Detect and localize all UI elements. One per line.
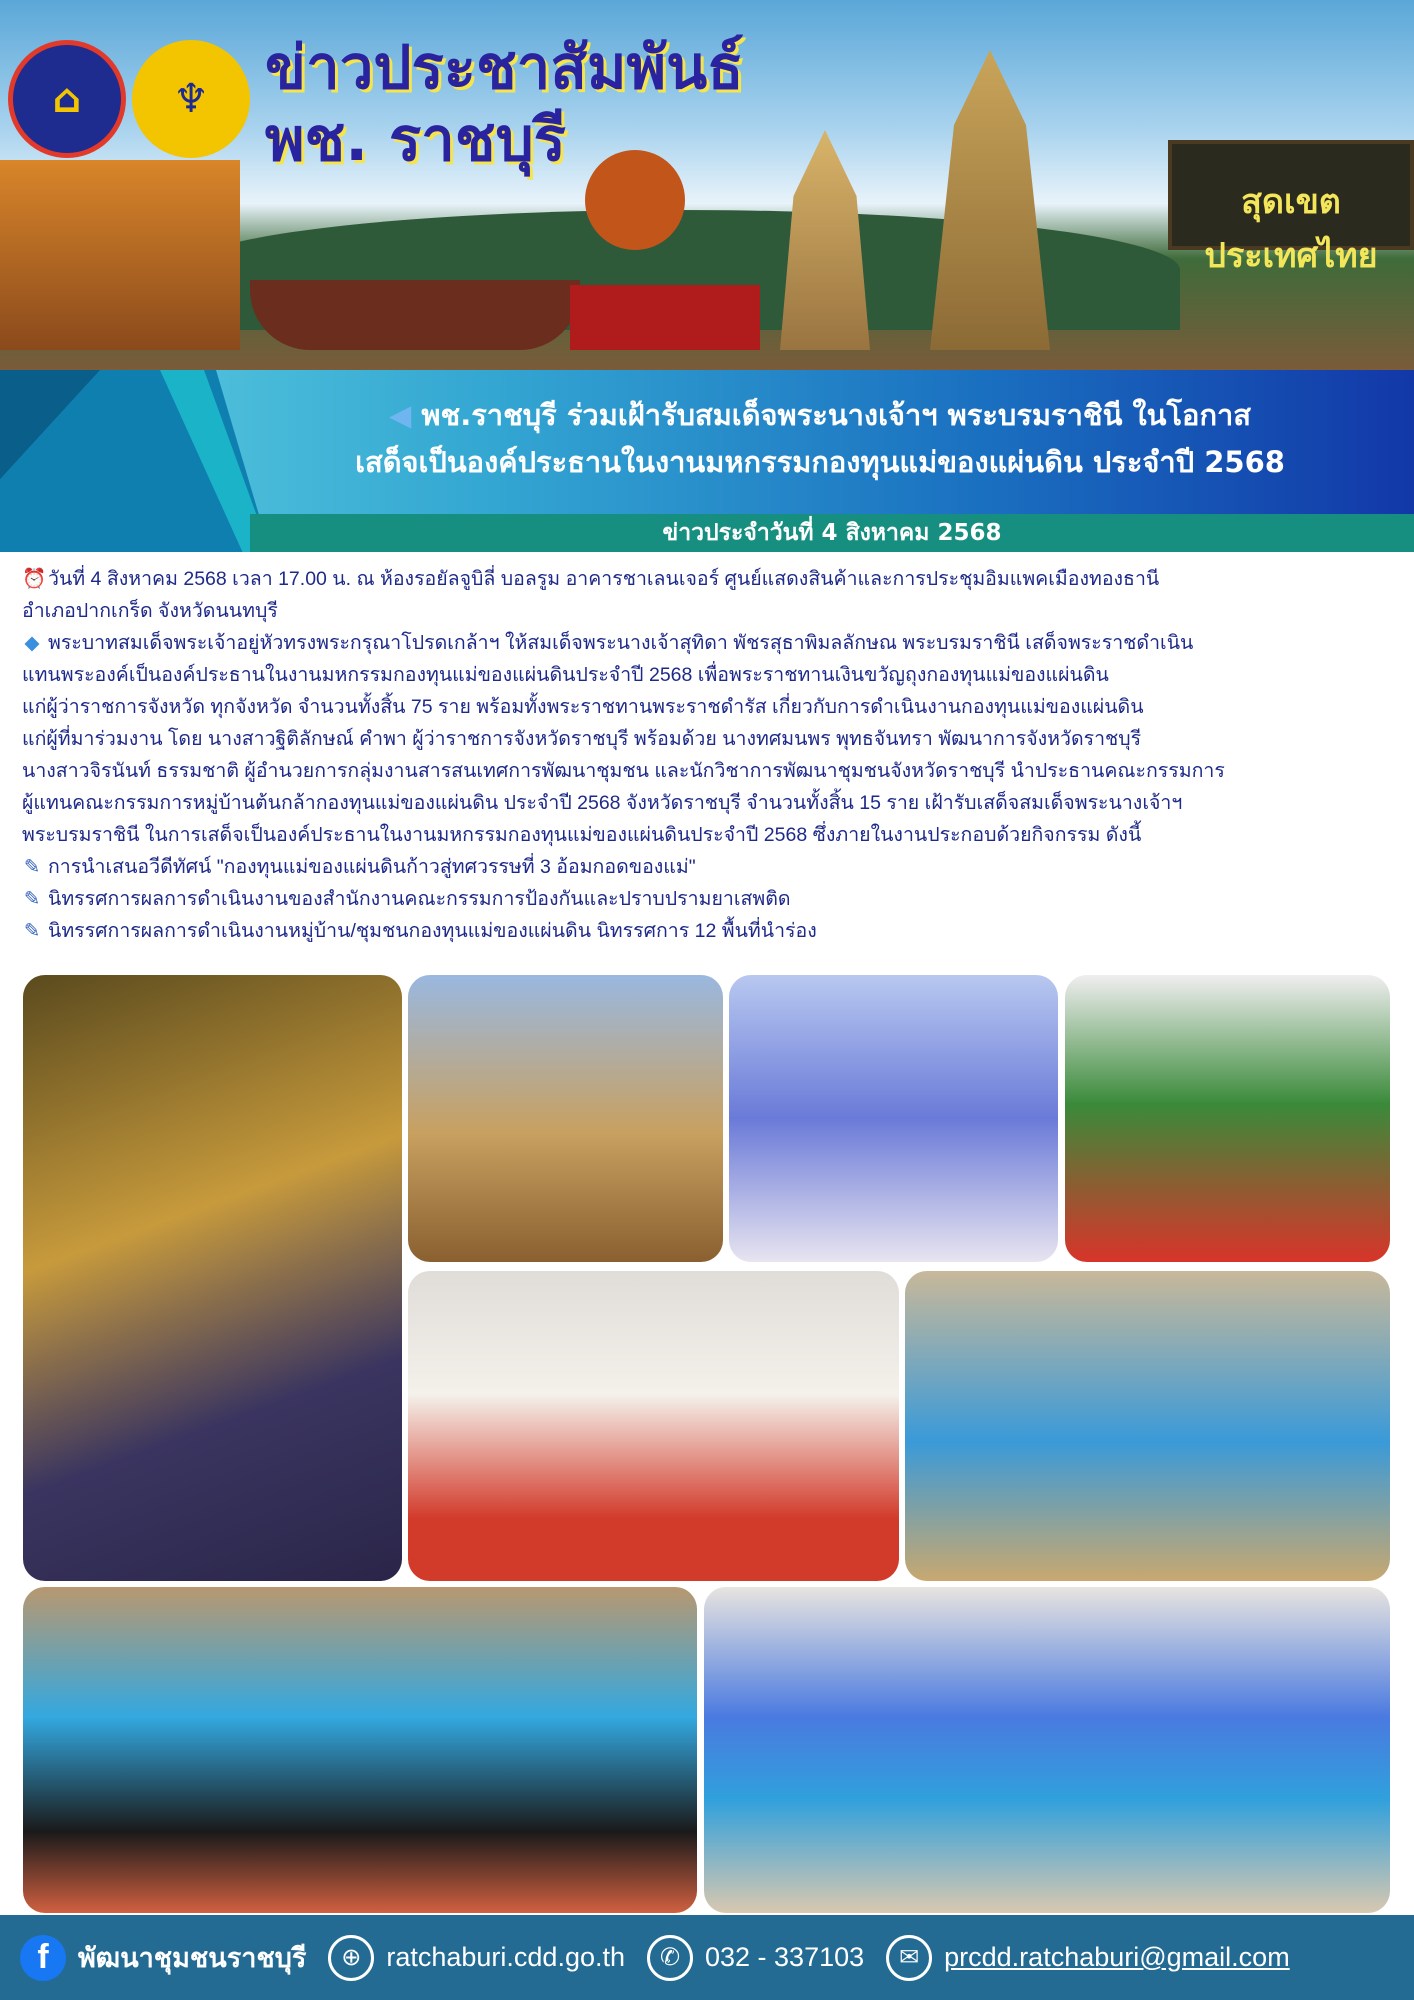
body-text: วันที่ 4 สิงหาคม 2568 เวลา 17.00 น. ณ ห้องรอยัลจูบิลี่ บอลรูม อาคารชาเลนเจอร์ ศูนย์แสดงสินค้าและการประชุมอิมแพคเมืองทองธานี [48,568,1160,590]
banner-subtitle: พช. ราชบุรี [265,105,566,175]
border-sign-image [1168,140,1414,276]
photo-stage-speech [408,975,723,1262]
diamond-icon: ◆ [24,632,40,654]
paintbrush-icon: ✎ [23,856,41,878]
header-banner [0,0,1414,370]
email-text: prcdd.ratchaburi@gmail.com [944,1942,1290,1972]
facebook-icon: f [20,1935,66,1981]
website-text: ratchaburi.cdd.go.th [386,1942,625,1972]
website-link[interactable] [328,1935,625,1981]
footer-contact-bar [0,1915,1414,2000]
photo-exhibition-walk [729,975,1058,1262]
globe-icon: ⊕ [328,1935,374,1981]
megaphone-icon: ◀ [388,398,412,432]
photo-group-portrait-stage [704,1587,1390,1913]
photo-group-hall [905,1271,1390,1581]
train-image [0,160,240,350]
cdd-logo: ⌂ [8,40,126,158]
headline-text: พช.ราชบุรี ร่วมเฝ้ารับสมเด็จพระนางเจ้าฯ พระบรมราชินี ในโอกาส [421,398,1252,432]
shadow-puppet-image [585,150,685,250]
body-text: แทนพระองค์เป็นองค์ประธานในงานมหกรรมกองทุนแม่ของแผ่นดินประจำปี 2568 เพื่อพระราชทานเงินขวัญถุงกองทุนแม่ของแผ่นดิน [22,664,1109,686]
photo-group-team [23,1587,697,1913]
headline-line1 [240,398,1400,433]
article-body [22,563,1402,947]
body-text: อำเภอปากเกร็ด จังหวัดนนทบุรี [22,600,278,622]
floating-market-image [250,280,580,350]
activity-item: การนำเสนอวีดีทัศน์ "กองทุนแม่ของแผ่นดินก้าวสู่ทศวรรษที่ 3 อ้อมกอดของแม่" [48,856,696,878]
sign-text: สุดเขตประเทศไทย [1204,182,1378,276]
body-text: พระบรมราชินี ในการเสด็จเป็นองค์ประธานในงานมหกรรมกองทุนแม่ของแผ่นดินประจำปี 2568 ซึ่งภายในงานประกอบด้วยกิจกรรม ดังนี้ [22,824,1142,846]
phone-text: 032 - 337103 [705,1942,865,1972]
paintbrush-icon: ✎ [23,920,41,942]
alarm-clock-icon: ⏰ [22,568,47,590]
activity-item: นิทรรศการผลการดำเนินงานของสำนักงานคณะกรรมการป้องกันและปราบปรามยาเสพติด [48,888,791,910]
body-text: ผู้แทนคณะกรรมการหมู่บ้านต้นกล้ากองทุนแม่ของแผ่นดิน ประจำปี 2568 จังหวัดราชบุรี จำนวนทั้งสิ้น 15 ราย เฝ้ารับเสด็จสมเด็จพระนางเจ้าฯ [22,792,1183,814]
envelope-icon: ✉ [886,1935,932,1981]
photo-queen-portrait [23,975,402,1581]
facebook-link[interactable] [20,1935,306,1981]
body-text: แก่ผู้ว่าราชการจังหวัด ทุกจังหวัด จำนวนทั้งสิ้น 75 ราย พร้อมทั้งพระราชทานพระราชดำรัส เกี่ยวกับการดำเนินงานกองทุนแม่ของแผ่นดิน [22,696,1144,718]
pagoda-image [780,130,870,350]
headline-line2: เสด็จเป็นองค์ประธานในงานมหกรรมกองทุนแม่ของแผ่นดิน ประจำปี 2568 [355,445,1285,479]
facebook-name: พัฒนาชุมชนราชบุรี [78,1943,307,1973]
date-band: ข่าวประจำวันที่ 4 สิงหาคม 2568 [250,514,1414,552]
shadow-puppet-stage-image [570,285,760,350]
phone-icon: ✆ [647,1935,693,1981]
email-link[interactable] [886,1935,1290,1981]
banner-title: ข่าวประชาสัมพันธ์ [265,33,744,103]
paintbrush-icon: ✎ [23,888,41,910]
body-text: แก่ผู้ที่มาร่วมงาน โดย นางสาวฐิติลักษณ์ คำพา ผู้ว่าราชการจังหวัดราชบุรี พร้อมด้วย นางทศมนพร พุทธจันทรา พัฒนาการจังหวัดราชบุรี [22,728,1142,750]
prang-temple-image [930,50,1050,350]
photo-red-carpet [408,1271,899,1581]
body-text: พระบาทสมเด็จพระเจ้าอยู่หัวทรงพระกรุณาโปรดเกล้าฯ ให้สมเด็จพระนางเจ้าสุทิดา พัชรสุธาพิมลลักษณ พระบรมราชินี เสด็จพระราชดำเนิน [48,632,1194,654]
province-seal-logo: ♆ [132,40,250,158]
phone-link[interactable] [647,1935,864,1981]
body-text: นางสาวจิรนันท์ ธรรมชาติ ผู้อำนวยการกลุ่มงานสารสนเทศการพัฒนาชุมชน และนักวิชาการพัฒนาชุมชนจังหวัดราชบุรี นำประธานคณะกรรมการ [22,760,1225,782]
photo-dance-performance [1065,975,1390,1262]
activity-item: นิทรรศการผลการดำเนินงานหมู่บ้าน/ชุมชนกองทุนแม่ของแผ่นดิน นิทรรศการ 12 พื้นที่นำร่อง [48,920,817,942]
